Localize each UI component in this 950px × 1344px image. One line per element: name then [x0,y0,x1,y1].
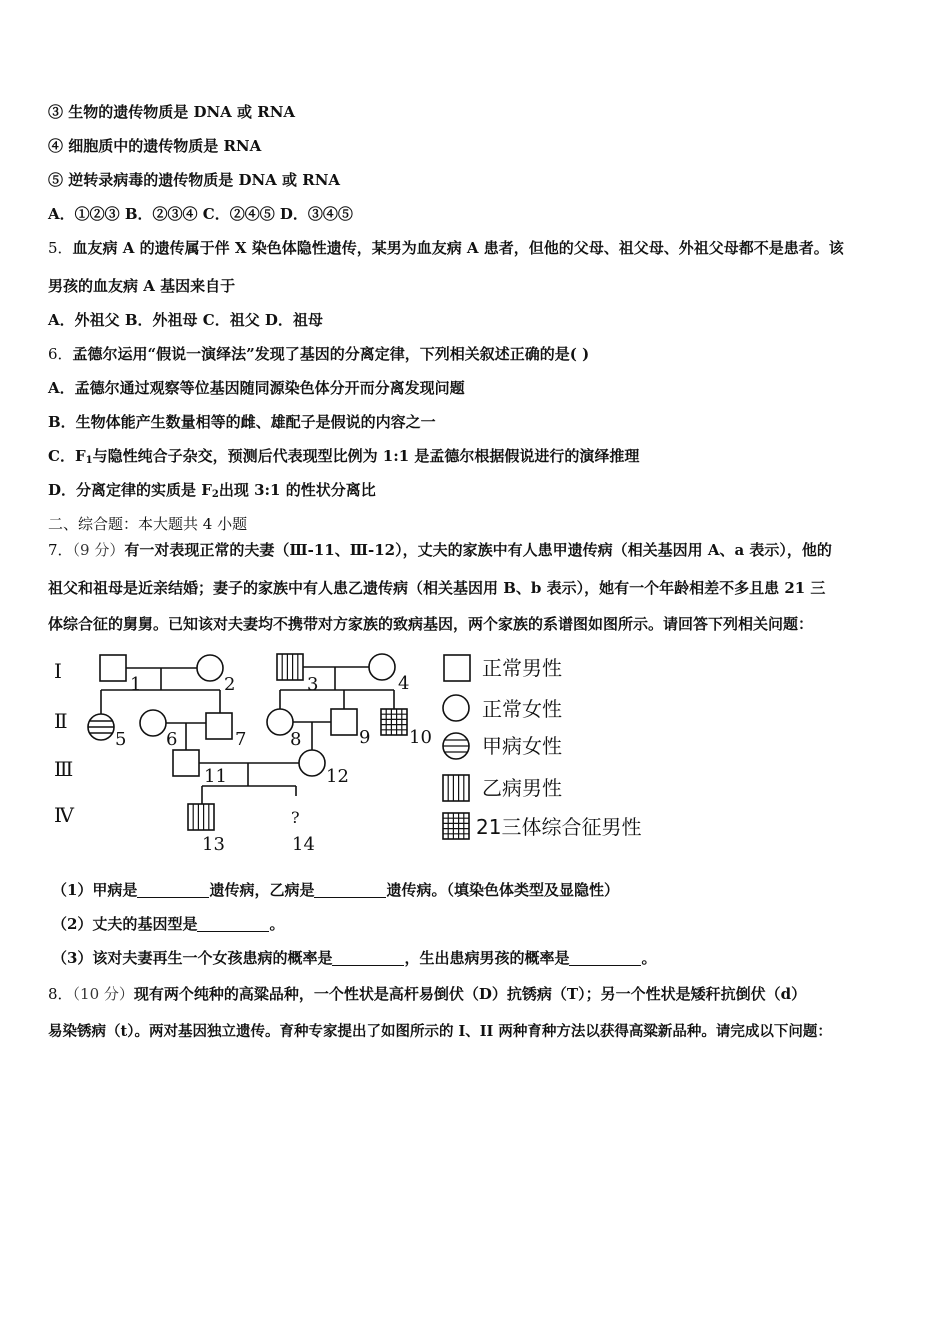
q7-sub3-a: （3）该对夫妻再生一个女孩患病的概率是 [52,949,333,967]
gen-label-2: Ⅱ [54,709,68,733]
q6-option-a: A．孟德尔通过观察等位基因随同源染色体分开而分离发现问题 [48,379,465,397]
q6-stem [48,344,918,364]
individual-3 [277,654,303,680]
legend-trisomy21-male: 21三体综合征男性 [476,815,642,839]
q7-line2: 祖父和祖母是近亲结婚；妻子的家族中有人患乙遗传病（相关基因用 B、b 表示），她有一个年龄相差不多且患 21 三 [48,579,826,597]
legend-normal-male: 正常男性 [482,656,562,680]
label-12: 12 [326,766,349,787]
q7-line3: 体综合征的舅舅。已知该对夫妻均不携带对方家族的致病基因，两个家族的系谱图如图所示。请回答下列相关问题： [48,615,814,633]
q5-stem-line1 [48,238,918,258]
individual-7 [206,713,232,739]
section-2-title: 二、综合题：本大题共 4 小题 [48,515,248,533]
gen-label-1: Ⅰ [54,659,62,683]
individual-1 [100,655,126,681]
q5-stem-line2: 男孩的血友病 A 基因来自于 [48,277,236,295]
label-13: 13 [202,834,225,855]
q4-item-3: ③ 生物的遗传物质是 DNA 或 RNA [48,103,296,121]
label-14: 14 [292,834,315,855]
individual-11 [173,750,199,776]
q8-number: 8． [48,985,73,1003]
label-7: 7 [235,729,247,750]
q7-sub1 [52,880,922,900]
individual-9 [331,709,357,735]
individual-6 [140,710,166,736]
legend-disease-b-male-symbol [443,775,469,801]
q4-item-4: ④ 细胞质中的遗传物质是 RNA [48,137,262,155]
q8-line1-text: 现有两个纯种的高粱品种，一个性状是高杆易倒伏（D）抗锈病（T）；另一个性状是矮秆抗倒伏（d） [133,985,807,1003]
q7-blank-3 [197,917,269,932]
legend-trisomy21-male-symbol [443,813,469,839]
label-4: 4 [398,673,410,694]
q6-option-b: B．生物体能产生数量相等的雌、雄配子是假说的内容之一 [48,413,436,431]
q7-blank-5 [569,951,641,966]
individual-13 [188,804,214,830]
q4-options: A．①②③ B．②③④ C．②④⑤ D．③④⑤ [48,205,353,223]
label-6: 6 [166,729,178,750]
q6-option-d-sub: 2 [211,489,219,500]
label-8: 8 [290,729,302,750]
pedigree-diagram [48,646,668,858]
q7-sub1-c: 遗传病。（填染色体类型及显隐性） [386,881,619,899]
q6-option-c-sub: 1 [85,455,93,466]
q6-option-d-pre: D．分离定律的实质是 F [48,481,212,499]
q5-stem-text1: 血友病 A 的遗传属于伴 X 染色体隐性遗传，某男为血友病 A 患者，但他的父母、祖父母、外祖父母都不是患者。该 [72,239,844,257]
label-3: 3 [307,674,319,695]
legend-normal-male-symbol [444,655,470,681]
q5-number: 5． [48,239,73,257]
label-14-unknown: ? [291,808,300,827]
label-2: 2 [224,674,236,695]
q6-option-c [48,446,918,466]
q7-line1 [48,540,918,560]
q7-sub1-b: 遗传病，乙病是 [209,881,315,899]
individual-4 [369,654,395,680]
legend-disease-a-female: 甲病女性 [482,734,562,758]
individual-12 [299,750,325,776]
legend-normal-female-symbol [443,695,469,721]
q6-option-c-pre: C．F [48,447,86,465]
q5-options: A．外祖父 B．外祖母 C．祖父 D．祖母 [48,311,323,329]
label-9: 9 [359,727,371,748]
gen-label-4: Ⅳ [54,803,74,827]
individual-10 [381,709,407,735]
q8-line2: 易染锈病（t）。两对基因独立遗传。育种专家提出了如图所示的 I、II 两种育种方法以获得高粱新品种。请完成以下问题： [48,1023,832,1040]
q7-blank-4 [332,951,404,966]
label-10: 10 [409,727,432,748]
q6-number: 6． [48,345,73,363]
legend-disease-b-male: 乙病男性 [482,776,562,800]
q7-sub3-c: 。 [641,949,657,967]
q6-stem-text: 孟德尔运用“假说一演绎法”发现了基因的分离定律，下列相关叙述正确的是( ) [72,345,590,363]
q7-number: 7． [48,541,73,559]
q7-line1-text: 有一对表现正常的夫妻（Ⅲ-11、Ⅲ-12），丈夫的家族中有人患甲遗传病（相关基因用 A、a 表示），他的 [124,541,832,559]
q6-option-c-post: 与隐性纯合子杂交，预测后代表现型比例为 1:1 是孟德尔根据假说进行的演绎推理 [92,447,640,465]
q7-sub2-b: 。 [269,915,285,933]
legend-normal-female: 正常女性 [482,697,562,721]
q8-score: （10 分） [72,985,134,1003]
q8-line1 [48,984,918,1004]
label-5: 5 [115,729,127,750]
q7-blank-1 [137,883,209,898]
individual-2 [197,655,223,681]
q7-blank-2 [314,883,386,898]
label-1: 1 [130,674,142,695]
q7-sub3 [52,948,922,968]
q7-sub2-a: （2）丈夫的基因型是 [52,915,198,933]
q6-option-d [48,480,918,500]
q4-item-5: ⑤ 逆转录病毒的遗传物质是 DNA 或 RNA [48,171,341,189]
q7-sub2 [52,914,922,934]
label-11: 11 [204,766,227,787]
q6-option-d-post: 出现 3:1 的性状分离比 [218,481,376,499]
gen-label-3: Ⅲ [54,757,74,781]
q7-score: （9 分） [72,541,125,559]
q7-sub1-a: （1）甲病是 [52,881,138,899]
q7-sub3-b: ，生出患病男孩的概率是 [404,949,570,967]
